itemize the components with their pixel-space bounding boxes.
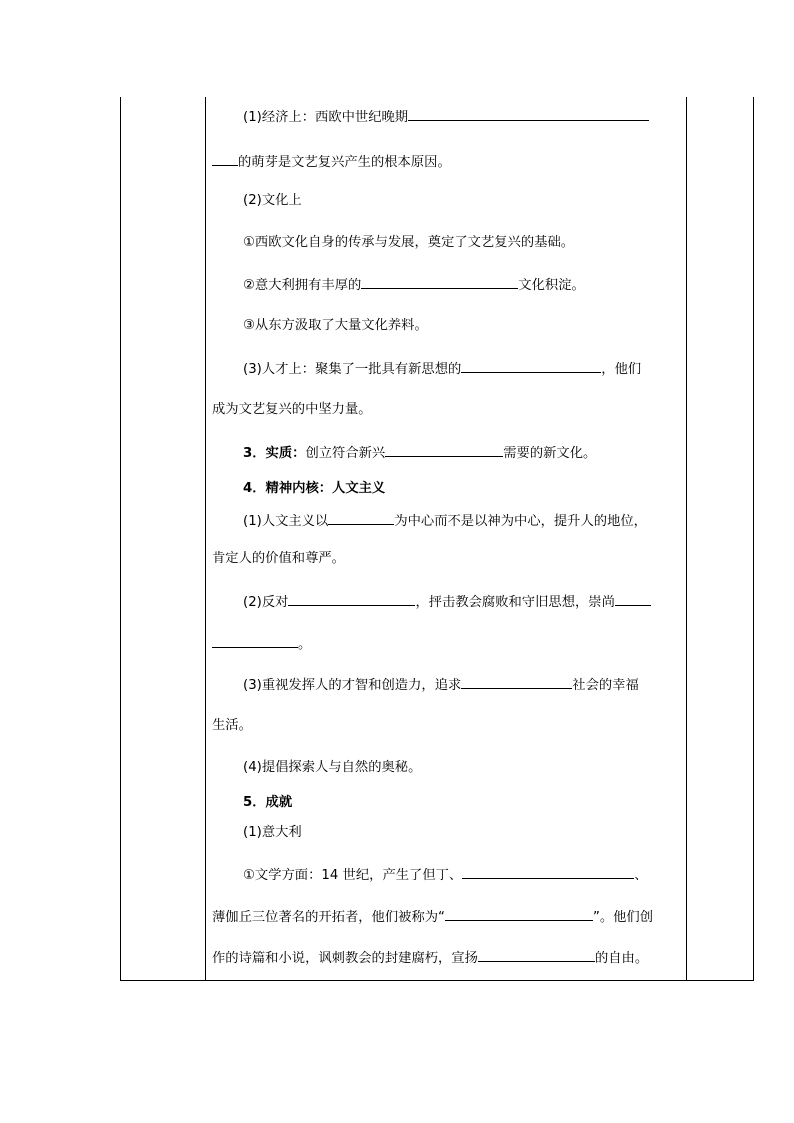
fill-blank-7-cont[interactable] bbox=[212, 634, 298, 648]
text-humanism-1: (1)人文主义以 bbox=[243, 514, 329, 529]
paragraph-culture-2 bbox=[243, 275, 585, 295]
paragraph-humanism-2 bbox=[243, 592, 651, 612]
paragraph-culture-heading: (2)文化上 bbox=[243, 193, 302, 208]
text-humanism-3: (3)重视发挥人的才智和创造力，追求 bbox=[243, 678, 462, 693]
table-border-left bbox=[120, 97, 121, 981]
paragraph-humanism-3 bbox=[243, 675, 639, 695]
paragraph-talent-cont: 成为文艺复兴的中坚力量。 bbox=[212, 402, 372, 417]
text-oppose: (2)反对 bbox=[243, 595, 289, 610]
text-cultural-accumulation: 文化积淀。 bbox=[518, 278, 585, 293]
fill-blank-7[interactable] bbox=[615, 592, 651, 606]
text-italy-heritage: ②意大利拥有丰厚的 bbox=[243, 278, 362, 293]
paragraph-humanism-1-cont: 肯定人的价值和尊严。 bbox=[212, 551, 345, 566]
paragraph-humanism-3-cont: 生活。 bbox=[212, 718, 252, 733]
text-talent: (3)人才上：聚集了一批具有新思想的 bbox=[243, 362, 462, 377]
fill-blank-3[interactable] bbox=[461, 359, 601, 373]
paragraph-italy: (1)意大利 bbox=[243, 825, 302, 840]
fill-blank-10[interactable] bbox=[445, 907, 593, 921]
heading-essence: 3．实质： bbox=[243, 446, 306, 461]
paragraph-literature bbox=[243, 865, 648, 885]
text-happiness: 社会的幸福 bbox=[572, 678, 639, 693]
paragraph-economy-cont bbox=[212, 152, 451, 172]
text-literature: ①文学方面：14 世纪，产生了但丁、 bbox=[243, 868, 463, 883]
text-root-cause: 的萌芽是文艺复兴产生的根本原因。 bbox=[238, 155, 451, 170]
fill-blank-8[interactable] bbox=[461, 675, 572, 689]
text-essence: 创立符合新兴 bbox=[305, 446, 386, 461]
text-comma: 、 bbox=[634, 868, 648, 883]
text-freedom: 的自由。 bbox=[594, 951, 649, 966]
text-satire: 作的诗篇和小说，讽刺教会的封建腐朽，宣扬 bbox=[212, 951, 478, 966]
paragraph-culture-1: ①西欧文化自身的传承与发展，奠定了文艺复兴的基础。 bbox=[243, 235, 575, 250]
worksheet-table bbox=[120, 97, 754, 981]
text-new-culture: 需要的新文化。 bbox=[503, 446, 597, 461]
text-boccaccio: 薄伽丘三位著名的开拓者，他们被称为“ bbox=[212, 910, 445, 925]
fill-blank-2[interactable] bbox=[361, 275, 518, 289]
paragraph-humanism-4: (4)提倡探索人与自然的奥秘。 bbox=[243, 760, 422, 775]
table-border-inner-left bbox=[205, 97, 206, 981]
paragraph-culture-3: ③从东方汲取了大量文化养料。 bbox=[243, 318, 428, 333]
table-border-bottom bbox=[120, 980, 754, 981]
paragraph-humanism-2-cont bbox=[212, 634, 311, 654]
fill-blank-5[interactable] bbox=[328, 511, 394, 525]
text-advocate: ，抨击教会腐败和守旧思想，崇尚 bbox=[415, 595, 615, 610]
fill-blank-11[interactable] bbox=[478, 948, 595, 962]
text-period: 。 bbox=[298, 637, 312, 652]
fill-blank-9[interactable] bbox=[462, 865, 634, 879]
text-they: ，他们 bbox=[601, 362, 642, 377]
paragraph-literature-cont-2 bbox=[212, 948, 648, 968]
fill-blank-1[interactable] bbox=[408, 107, 649, 121]
fill-blank-1-cont[interactable] bbox=[212, 152, 238, 166]
paragraph-economy bbox=[243, 107, 649, 127]
fill-blank-4[interactable] bbox=[385, 443, 503, 457]
heading-achievements: 5．成就 bbox=[243, 795, 293, 810]
text-humanism-1-after: 为中心而不是以神为中心，提升人的地位， bbox=[394, 514, 647, 529]
paragraph-literature-cont-1 bbox=[212, 907, 653, 927]
text-economy: (1)经济上：西欧中世纪晚期 bbox=[243, 110, 409, 125]
paragraph-humanism-1 bbox=[243, 511, 647, 531]
table-border-inner-right bbox=[686, 97, 687, 981]
heading-humanism: 4．精神内核：人文主义 bbox=[243, 481, 386, 496]
paragraph-essence bbox=[243, 443, 596, 463]
fill-blank-6[interactable] bbox=[288, 592, 415, 606]
paragraph-talent bbox=[243, 359, 641, 379]
text-they-created: ”。他们创 bbox=[592, 910, 654, 925]
table-border-right bbox=[753, 97, 754, 981]
